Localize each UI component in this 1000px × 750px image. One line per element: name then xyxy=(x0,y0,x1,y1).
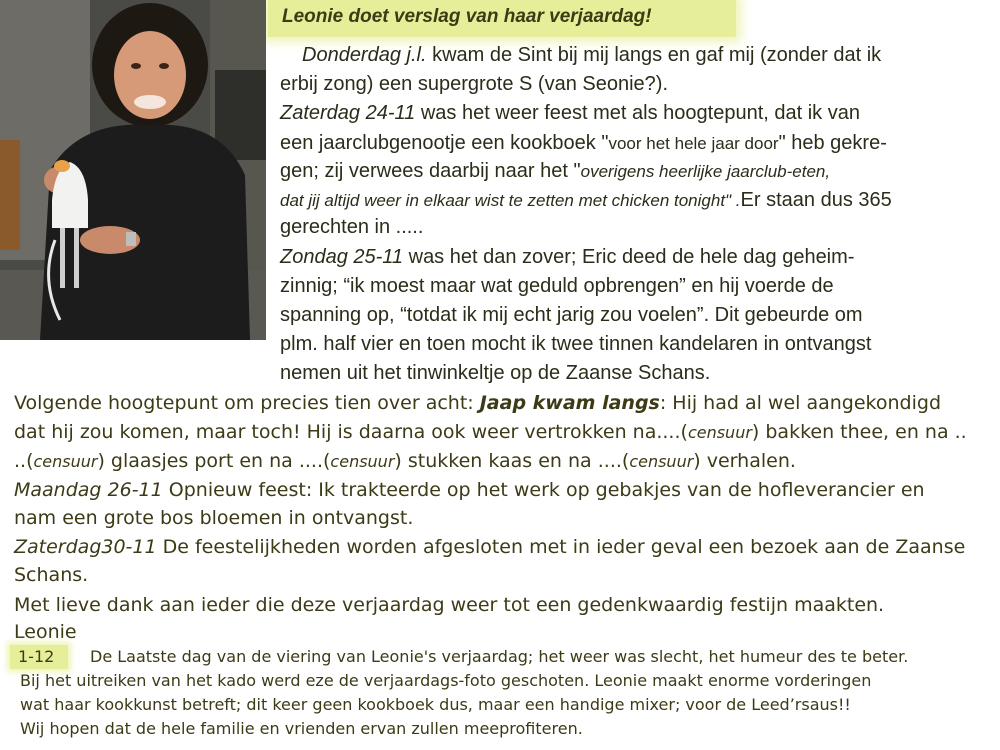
para1-line9: zinnig; “ik moest maar wat geduld opbrengen” en hij voerde de xyxy=(280,275,834,297)
photo-illustration xyxy=(0,0,266,340)
para1-line7: gerechten in ..... xyxy=(280,216,424,238)
para2-line3: ..(censuur) glaasjes port en na ....(censuur) stukken kaas en na ....(censuur) verhalen. xyxy=(14,450,796,472)
para1-line2: erbij zong) een supergrote S (van Seonie?). xyxy=(280,73,669,95)
caption-line2: Bij het uitreiken van het kado werd eze de verjaardags-foto geschoten. Leonie maakt enorme vorderingen xyxy=(20,671,872,690)
para2-line6: Zaterdag30-11 De feestelijkheden worden afgesloten met in ieder geval een bezoek aan de Zaanse xyxy=(14,536,966,558)
para1-line3: Zaterdag 24-11 was het weer feest met als hoogtepunt, dat ik van xyxy=(280,102,860,124)
para2-line5: nam een grote bos bloemen in ontvangst. xyxy=(14,507,414,529)
para1-line1: Donderdag j.l. kwam de Sint bij mij langs en gaf mij (zonder dat ik xyxy=(302,44,882,66)
para2-line2: dat hij zou komen, maar toch! Hij is daarna ook weer vertrokken na....(censuur) bakken thee, en na .. xyxy=(14,421,967,443)
photo-woman-with-mixer xyxy=(0,0,266,340)
para2-line8: Met lieve dank aan ieder die deze verjaardag weer tot een gedenkwaardig festijn maakten. xyxy=(14,594,885,616)
para1-line5: gen; zij verwees daarbij naar het "overigens heerlijke jaarclub-eten, xyxy=(280,160,831,182)
page-title: Leonie doet verslag van haar verjaardag! xyxy=(282,6,652,27)
caption-line3: wat haar kookkunst betreft; dit keer geen kookboek dus, maar een handige mixer; voor de Leed’rsaus!! xyxy=(20,695,851,714)
caption-line1: De Laatste dag van de viering van Leonie's verjaardag; het weer was slecht, het humeur des te beter. xyxy=(90,647,909,666)
para1-line10: spanning op, “totdat ik mij echt jarig zou voelen”. Dit gebeurde om xyxy=(280,304,863,326)
para1-line11: plm. half vier en toen mocht ik twee tinnen kandelaren in ontvangst xyxy=(280,333,872,355)
caption-line4: Wij hopen dat de hele familie en vrienden ervan zullen meeprofiteren. xyxy=(20,719,583,738)
signature-name: Leonie xyxy=(14,621,77,643)
para2-line4: Maandag 26-11 Opnieuw feest: Ik trakteerde op het werk op gebakjes van de hofleverancier en xyxy=(14,479,925,501)
para2-line1: Volgende hoogtepunt om precies tien over acht: Jaap kwam langs: Hij had al wel aangekondigd xyxy=(14,392,942,414)
para1-line8: Zondag 25-11 was het dan zover; Eric deed de hele dag geheim- xyxy=(280,246,855,268)
caption-date: 1-12 xyxy=(18,647,55,666)
para2-line7: Schans. xyxy=(14,564,89,586)
para1-line4: een jaarclubgenootje een kookboek "voor het hele jaar door" heb gekre- xyxy=(280,132,887,154)
para1-line6: dat jij altijd weer in elkaar wist te zetten met chicken tonight" .Er staan dus 365 xyxy=(280,189,892,211)
para1-line12: nemen uit het tinwinkeltje op de Zaanse Schans. xyxy=(280,362,711,384)
